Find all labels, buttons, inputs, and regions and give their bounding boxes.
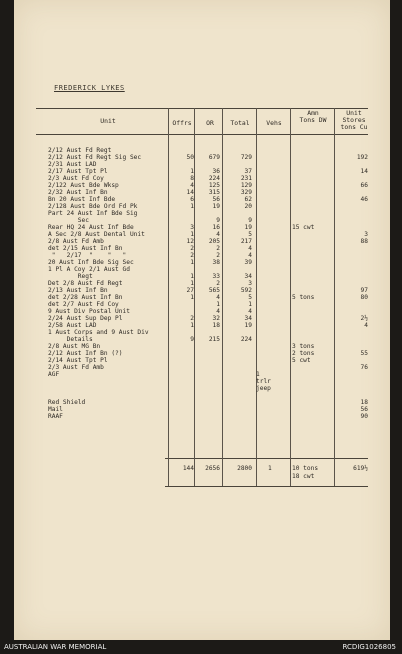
table-cell-total: 62 <box>244 196 252 203</box>
table-cell-or: 2 <box>216 280 220 287</box>
table-cell-or: 205 <box>208 238 220 245</box>
table-cell-unit: Rear HQ 24 Aust Inf Bde <box>48 224 134 231</box>
table-cell-offrs: 4 <box>190 182 194 189</box>
table-cell-unit: 2/8 Aust MG Bn <box>48 343 101 350</box>
table-cell-offrs: 2 <box>190 315 194 322</box>
table-cell-unit: 9 Aust Div Postal Unit <box>48 308 130 315</box>
archive-name: AUSTRALIAN WAR MEMORIAL <box>4 643 107 651</box>
table-cell-vehs: 1 <box>256 371 260 378</box>
table-cell-or: 16 <box>212 224 220 231</box>
table-cell-or: 9 <box>216 217 220 224</box>
table-cell-unit: 2/12 Aust Fd Regt Sig Sec <box>48 154 142 161</box>
table-cell-unit: 2/12 Aust Inf Bn (?) <box>48 350 123 357</box>
table-cell-or: 2 <box>216 252 220 259</box>
table-cell-total: 129 <box>240 182 252 189</box>
table-cell-unit: Sec <box>48 217 89 224</box>
table-cell-offrs: 1 <box>190 203 194 210</box>
table-cell-unit: Red Shield <box>48 399 86 406</box>
table-cell-or: 4 <box>216 294 220 301</box>
column-header-amn: Tons DW <box>299 116 327 124</box>
column-header-vehs: Vehs <box>266 119 282 127</box>
column-header-or: OR <box>206 119 214 127</box>
table-cell-amn: 5 tons <box>292 294 315 301</box>
table-cell-stores: 46 <box>360 196 368 203</box>
table-cell-amn: 5 cwt <box>292 357 311 364</box>
archive-record-id: RCDIG1026805 <box>342 643 396 651</box>
table-cell-total: 592 <box>240 287 252 294</box>
table-cell-stores: 66 <box>360 182 368 189</box>
table-cell-unit: Bn 20 Aust Inf Bde <box>48 196 116 203</box>
table-cell-offrs: 1 <box>190 168 194 175</box>
table-cell-total: 217 <box>240 238 252 245</box>
table-cell-unit: Part 24 Aust Inf Bde Sig <box>48 210 138 217</box>
table-cell-or: 36 <box>212 168 220 175</box>
table-cell-total: 224 <box>240 336 252 343</box>
column-header-stores: Stores <box>342 116 366 124</box>
table-cell-unit: 2/17 Aust Tpt Pl <box>48 168 108 175</box>
table-cell-stores: 90 <box>360 413 368 420</box>
column-header-total: Total <box>230 119 250 127</box>
table-cell-offrs: 6 <box>190 196 194 203</box>
table-cell-unit: det 2/28 Aust Inf Bn <box>48 294 123 301</box>
table-cell-total: 4 <box>248 245 252 252</box>
table-cell-unit: 2/8 Aust Fd Amb <box>48 238 104 245</box>
column-header-stores: tons Cu <box>340 123 368 131</box>
table-cell-unit: 2/32 Aust Inf Bn <box>48 189 108 196</box>
table-cell-or: 2 <box>216 245 220 252</box>
table-cell-or: 4 <box>216 308 220 315</box>
column-divider <box>194 108 195 486</box>
table-cell-or: 32 <box>212 315 220 322</box>
table-cell-or: 315 <box>208 189 220 196</box>
table-header-rule <box>36 134 368 135</box>
table-cell-total: 5 <box>248 294 252 301</box>
table-cell-unit: 2/3 Aust Fd Amb <box>48 364 104 371</box>
table-cell-total: 4 <box>248 308 252 315</box>
column-header-stores: Unit <box>346 109 362 117</box>
table-cell-total: 3 <box>248 280 252 287</box>
total-amn: 10 tons <box>292 465 319 472</box>
table-cell-stores: 2½ <box>360 315 368 322</box>
table-cell-offrs: 14 <box>186 189 194 196</box>
table-cell-or: 18 <box>212 322 220 329</box>
table-cell-unit: 2/122 Aust Bde Wksp <box>48 182 119 189</box>
table-cell-vehs: trlr <box>256 378 271 385</box>
total-offrs: 144 <box>182 465 194 472</box>
column-divider <box>290 108 291 486</box>
total-amn: 18 cwt <box>292 473 315 480</box>
table-bottom-rule <box>165 486 368 487</box>
table-cell-offrs: 1 <box>190 231 194 238</box>
table-cell-stores: 4 <box>364 322 368 329</box>
table-cell-unit: AGF <box>48 371 60 378</box>
table-cell-stores: 88 <box>360 238 368 245</box>
table-cell-unit: Details <box>48 336 93 343</box>
table-cell-unit: 2/13 Aust Inf Bn <box>48 287 108 294</box>
table-cell-stores: 97 <box>360 287 368 294</box>
table-cell-total: 34 <box>244 273 252 280</box>
table-cell-vehs: jeep <box>256 385 271 392</box>
document-page <box>14 0 390 640</box>
table-cell-total: 34 <box>244 315 252 322</box>
table-cell-total: 19 <box>244 322 252 329</box>
table-cell-unit: " 2/17 " " " <box>48 252 127 259</box>
table-cell-unit: RAAF <box>48 413 63 420</box>
column-divider <box>256 108 257 486</box>
table-cell-offrs: 1 <box>190 280 194 287</box>
table-cell-total: 231 <box>240 175 252 182</box>
table-cell-offrs: 2 <box>190 245 194 252</box>
column-header-amn: Amn <box>307 109 319 117</box>
table-cell-unit: 1 Pl A Coy 2/1 Aust Gd <box>48 266 130 273</box>
table-cell-unit: 2/12 Aust Fd Regt <box>48 147 112 154</box>
table-cell-total: 4 <box>248 252 252 259</box>
table-cell-total: 729 <box>240 154 252 161</box>
table-cell-unit: Det 2/8 Aust Fd Regt <box>48 280 123 287</box>
table-cell-or: 1 <box>216 301 220 308</box>
table-cell-stores: 18 <box>360 399 368 406</box>
column-header-unit: Unit <box>100 117 116 125</box>
archive-footer <box>0 640 402 654</box>
table-cell-unit: det 2/15 Aust Inf Bn <box>48 245 123 252</box>
table-cell-stores: 56 <box>360 406 368 413</box>
table-cell-total: 1 <box>248 301 252 308</box>
total-total: 2800 <box>237 465 252 472</box>
table-cell-offrs: 1 <box>190 322 194 329</box>
table-cell-offrs: 2 <box>190 252 194 259</box>
totals-rule <box>165 458 368 459</box>
table-cell-amn: 2 tons <box>292 350 315 357</box>
table-cell-unit: 2/128 Aust Bde Ord Fd Pk <box>48 203 138 210</box>
table-cell-or: 125 <box>208 182 220 189</box>
table-cell-stores: 14 <box>360 168 368 175</box>
table-cell-unit: 2/14 Aust Tpt Pl <box>48 357 108 364</box>
table-cell-unit: 2/3 Aust Fd Coy <box>48 175 104 182</box>
table-cell-total: 37 <box>244 168 252 175</box>
table-cell-unit: A Sec 2/8 Aust Dental Unit <box>48 231 145 238</box>
table-cell-or: 19 <box>212 203 220 210</box>
table-cell-offrs: 50 <box>186 154 194 161</box>
table-cell-unit: 2/58 Aust LAD <box>48 322 97 329</box>
table-cell-offrs: 12 <box>186 238 194 245</box>
table-cell-stores: 76 <box>360 364 368 371</box>
table-cell-offrs: 27 <box>186 287 194 294</box>
table-cell-offrs: 3 <box>190 224 194 231</box>
table-cell-total: 5 <box>248 231 252 238</box>
table-cell-unit: 1 Aust Corps and 9 Aust Div <box>48 329 149 336</box>
table-cell-or: 33 <box>212 273 220 280</box>
column-divider <box>168 108 169 486</box>
table-cell-amn: 3 tons <box>292 343 315 350</box>
table-cell-offrs: 8 <box>190 175 194 182</box>
table-cell-total: 19 <box>244 224 252 231</box>
table-cell-offrs: 1 <box>190 273 194 280</box>
table-cell-total: 9 <box>248 217 252 224</box>
table-cell-unit: Mail <box>48 406 63 413</box>
table-cell-unit: 2/24 Aust Sup Dep Pl <box>48 315 123 322</box>
table-cell-or: 224 <box>208 175 220 182</box>
column-header-offrs: Offrs <box>172 119 192 127</box>
table-cell-unit: 2/31 Aust LAD <box>48 161 97 168</box>
table-cell-total: 329 <box>240 189 252 196</box>
table-cell-offrs: 1 <box>190 259 194 266</box>
table-cell-or: 38 <box>212 259 220 266</box>
table-cell-offrs: 9 <box>190 336 194 343</box>
document-heading: FREDERICK LYKES <box>54 84 125 92</box>
total-stores: 619½ <box>353 465 368 472</box>
table-cell-amn: 15 cwt <box>292 224 315 231</box>
table-cell-stores: 55 <box>360 350 368 357</box>
table-cell-offrs: 1 <box>190 294 194 301</box>
table-cell-or: 4 <box>216 231 220 238</box>
table-cell-or: 679 <box>208 154 220 161</box>
table-cell-total: 20 <box>244 203 252 210</box>
table-cell-total: 39 <box>244 259 252 266</box>
total-vehs: 1 <box>268 465 272 472</box>
table-cell-stores: 80 <box>360 294 368 301</box>
table-cell-or: 215 <box>208 336 220 343</box>
total-or: 2656 <box>205 465 220 472</box>
table-cell-stores: 3 <box>364 231 368 238</box>
table-cell-or: 565 <box>208 287 220 294</box>
table-cell-unit: det 2/7 Aust Fd Coy <box>48 301 119 308</box>
table-cell-or: 56 <box>212 196 220 203</box>
table-cell-unit: Regt <box>48 273 93 280</box>
table-cell-unit: 20 Aust Inf Bde Sig Sec <box>48 259 134 266</box>
table-cell-stores: 192 <box>356 154 368 161</box>
